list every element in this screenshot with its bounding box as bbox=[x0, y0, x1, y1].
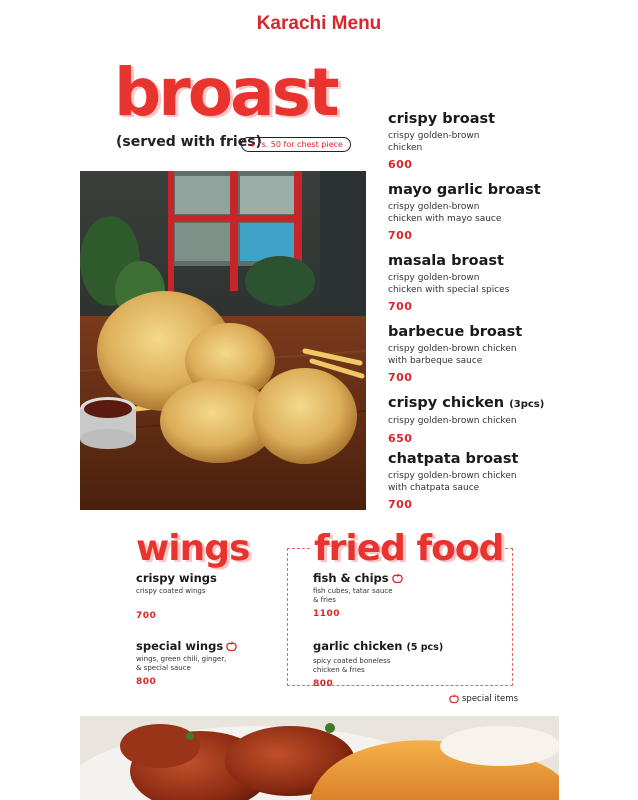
item-name: chatpata broast bbox=[388, 451, 519, 467]
menu-item bbox=[388, 324, 522, 384]
item-name: crispy chicken (3pcs) bbox=[388, 395, 545, 411]
item-price: 700 bbox=[388, 229, 413, 242]
menu-item bbox=[388, 395, 544, 445]
special-apple-icon bbox=[392, 573, 403, 584]
item-price: 700 bbox=[388, 371, 413, 384]
item-price: 800 bbox=[136, 677, 157, 687]
item-description: crispy golden-brown chicken with special spices bbox=[388, 273, 510, 295]
broast-section-title: broast bbox=[114, 54, 337, 131]
menu-item bbox=[388, 111, 495, 171]
item-qty: (3pcs) bbox=[509, 399, 545, 410]
item-name: special wings bbox=[136, 639, 237, 653]
item-name: masala broast bbox=[388, 253, 504, 269]
item-price: 700 bbox=[388, 498, 413, 511]
special-apple-icon bbox=[226, 641, 237, 652]
item-description: crispy golden-brown chicken bbox=[388, 416, 517, 426]
chest-piece-note: + rs. 50 for chest piece bbox=[241, 137, 351, 152]
special-items-legend bbox=[449, 694, 518, 704]
item-name: barbecue broast bbox=[388, 324, 523, 340]
item-price: 1100 bbox=[313, 609, 341, 619]
menu-item bbox=[313, 571, 403, 619]
item-description: crispy golden-brown chicken bbox=[388, 131, 480, 153]
item-description: crispy golden-brown chicken with barbeque sauce bbox=[388, 344, 517, 366]
broast-subtitle: (served with fries) bbox=[116, 134, 262, 150]
item-name: fish & chips bbox=[313, 571, 403, 585]
menu-item bbox=[388, 253, 509, 313]
item-name: mayo garlic broast bbox=[388, 182, 541, 198]
menu-item bbox=[136, 571, 217, 621]
item-qty: (5 pcs) bbox=[406, 642, 444, 653]
page-title: Karachi Menu bbox=[256, 13, 382, 34]
special-apple-icon bbox=[449, 694, 459, 704]
menu-item bbox=[388, 182, 541, 242]
wings-section-title: wings bbox=[136, 528, 250, 569]
item-price: 600 bbox=[388, 158, 413, 171]
item-description: wings, green chili, ginger, & special sauce bbox=[136, 655, 227, 672]
item-price: 700 bbox=[388, 300, 413, 313]
menu-item bbox=[136, 639, 237, 687]
item-description: spicy coated boneless chicken & fries bbox=[313, 657, 391, 674]
item-price: 650 bbox=[388, 431, 413, 445]
item-price: 800 bbox=[313, 679, 334, 689]
item-description: crispy coated wings bbox=[136, 587, 206, 595]
legend-label: special items bbox=[462, 694, 518, 704]
item-name: garlic chicken (5 pcs) bbox=[313, 639, 444, 653]
menu-item bbox=[388, 451, 518, 511]
item-description: crispy golden-brown chicken with mayo sauce bbox=[388, 202, 502, 224]
item-description: fish cubes, tatar sauce & fries bbox=[313, 587, 393, 604]
fried-food-section-title: fried food bbox=[314, 528, 504, 569]
menu-item bbox=[313, 639, 443, 689]
broast-photo bbox=[80, 171, 366, 510]
item-description: crispy golden-brown chicken with chatpata sauce bbox=[388, 471, 517, 493]
item-price: 700 bbox=[136, 611, 157, 621]
item-name: crispy wings bbox=[136, 571, 217, 585]
wings-photo bbox=[80, 716, 559, 800]
item-name: crispy broast bbox=[388, 111, 496, 127]
